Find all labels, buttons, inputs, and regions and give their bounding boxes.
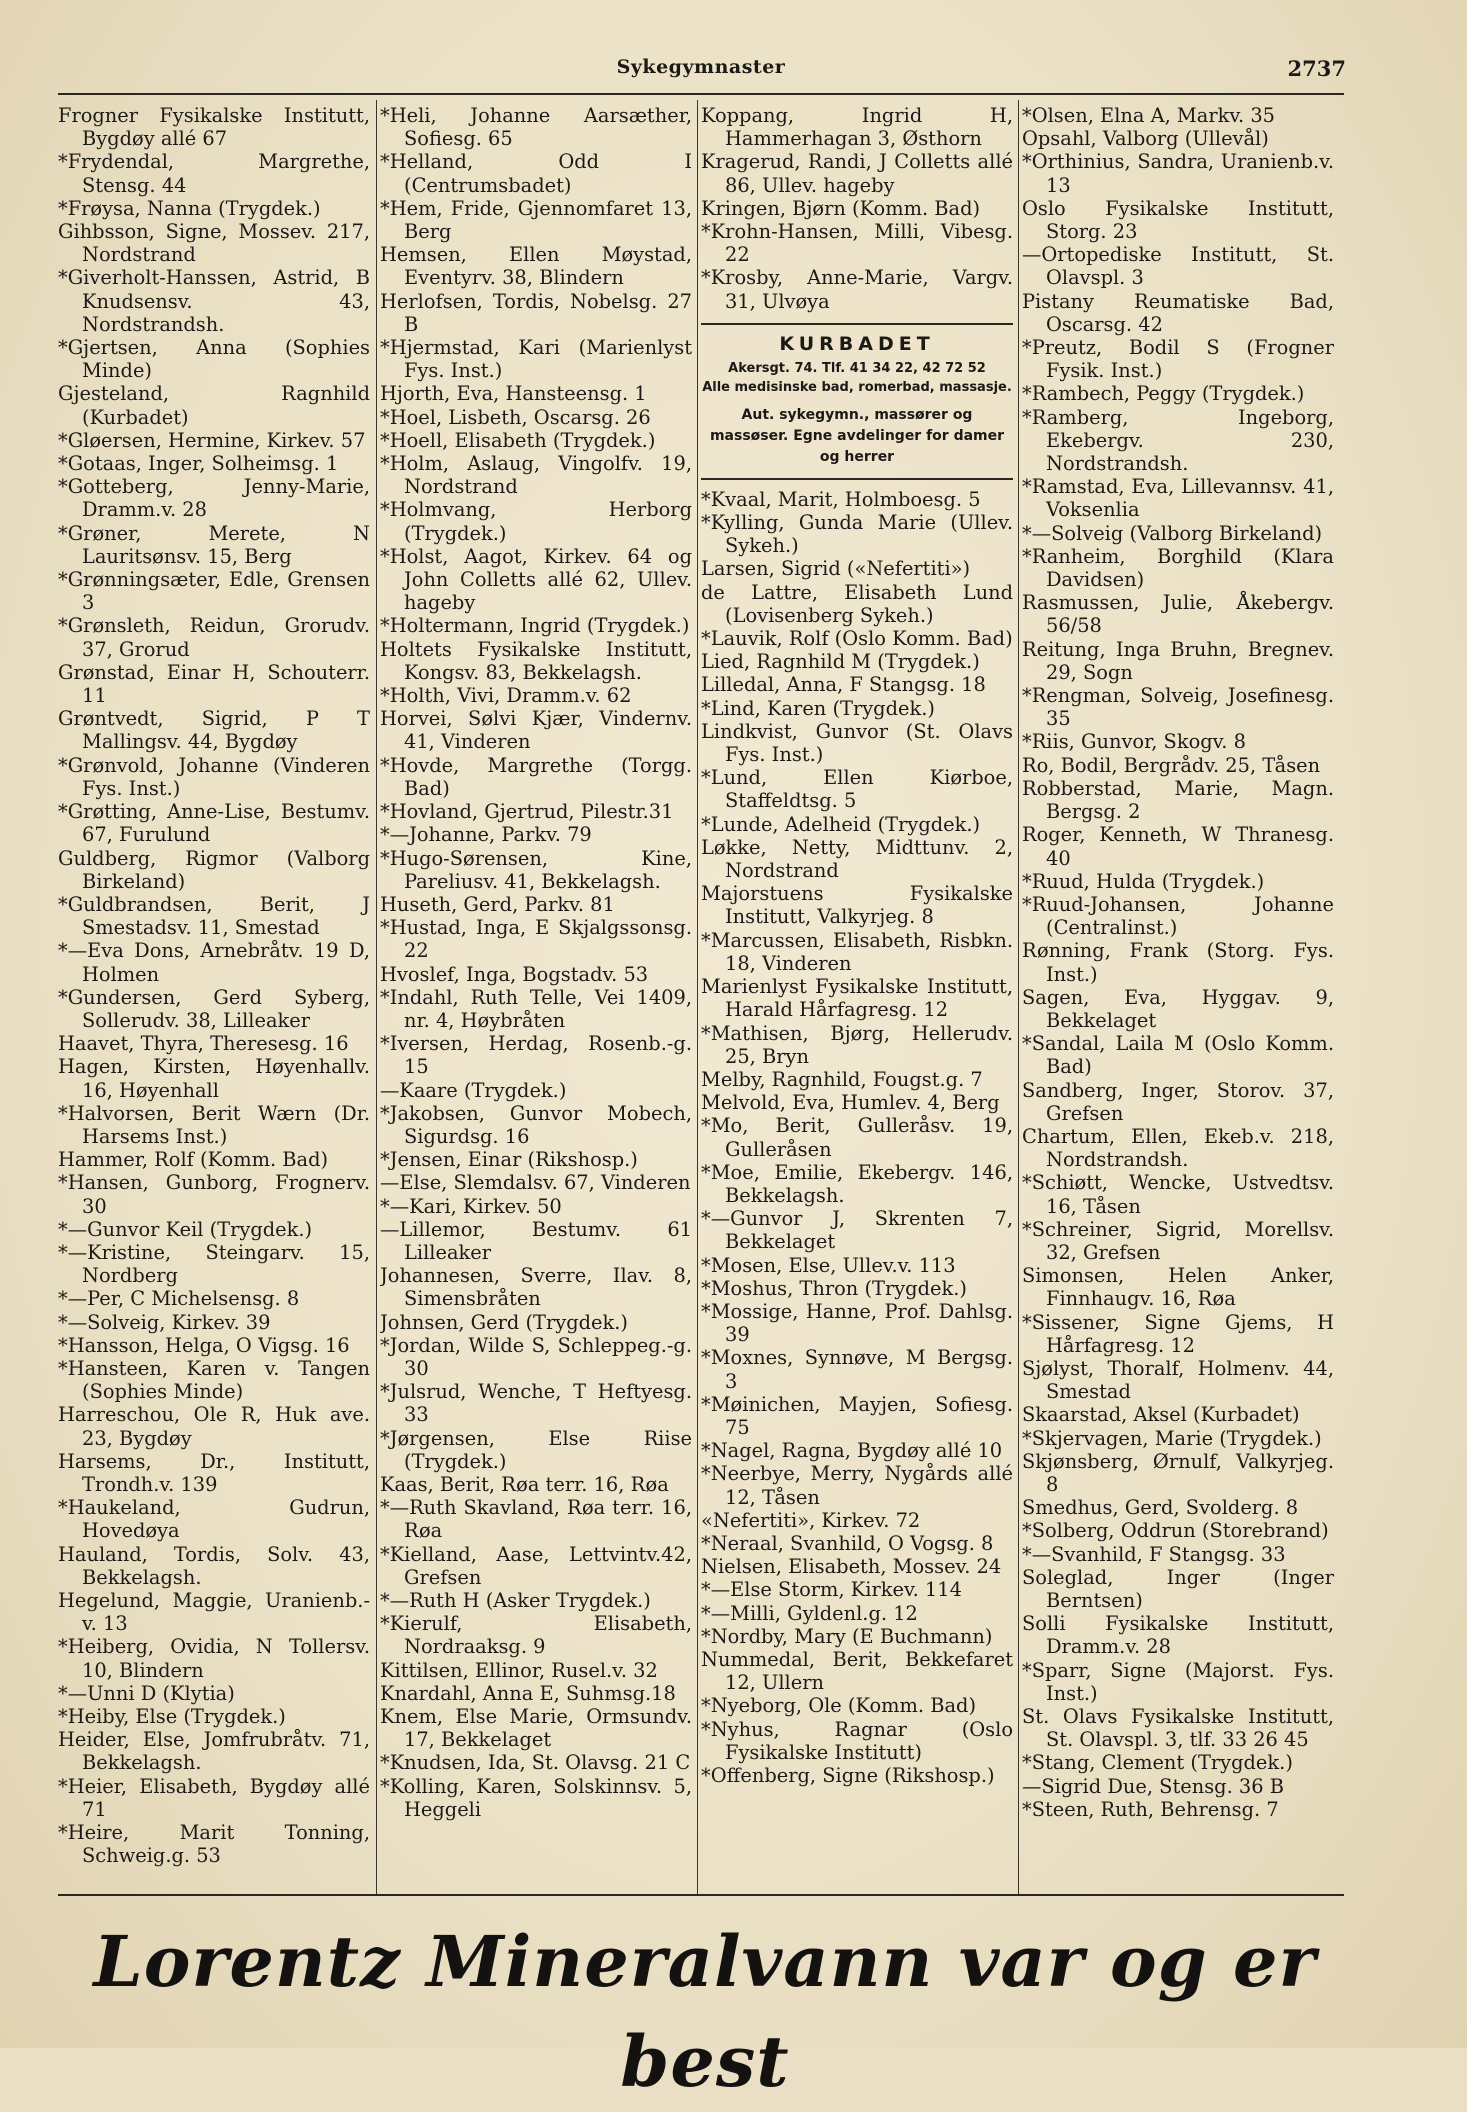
directory-entry: *Heli, Johanne Aarsæther, Sofiesg. 65 bbox=[380, 104, 692, 151]
directory-entry: *—Solveig, Kirkev. 39 bbox=[58, 1310, 271, 1334]
directory-entry: *Marcussen, Elisabeth, Risbkn. 18, Vinderen bbox=[701, 928, 1013, 975]
directory-entry: *Ruud-Johansen, Johanne (Centralinst.) bbox=[1022, 892, 1334, 940]
directory-entry: *—Per, C Michelsensg. 8 bbox=[58, 1287, 300, 1311]
directory-entry: *Kierulf, Elisabeth, Nordraaksg. 9 bbox=[380, 1612, 692, 1659]
directory-entry: *Gundersen, Gerd Syberg, Sollerudv. 38, Lilleaker bbox=[58, 985, 370, 1032]
directory-entry: *—Kristine, Steingarv. 15, Nordberg bbox=[58, 1240, 370, 1288]
directory-entry: *—Ruth Skavland, Røa terr. 16, Røa bbox=[380, 1496, 692, 1543]
directory-entry: Soleglad, Inger (Inger Berntsen) bbox=[1022, 1565, 1334, 1612]
directory-entry: Melby, Ragnhild, Fougst.g. 7 bbox=[701, 1067, 983, 1091]
column-divider bbox=[376, 100, 377, 1894]
directory-entry: *Mo, Berit, Gulleråsv. 19, Gulleråsen bbox=[701, 1114, 1013, 1161]
directory-entry: *—Gunvor Keil (Trygdek.) bbox=[58, 1217, 313, 1241]
directory-entry: Hjorth, Eva, Hansteensg. 1 bbox=[380, 382, 647, 406]
directory-entry: *Nagel, Ragna, Bygdøy allé 10 bbox=[701, 1439, 1003, 1463]
directory-entry: Horvei, Sølvi Kjær, Vindernv. 41, Vinderen bbox=[380, 707, 692, 754]
directory-entry: *Heire, Marit Tonning, Schweig.g. 53 bbox=[58, 1821, 370, 1868]
directory-entry: Nummedal, Berit, Bekkefaret 12, Ullern bbox=[701, 1647, 1013, 1695]
directory-entry: *—Eva Dons, Arnebråtv. 19 D, Holmen bbox=[58, 939, 370, 986]
directory-entry: *—Svanhild, F Stangsg. 33 bbox=[1022, 1542, 1286, 1566]
directory-entry: —Ortopediske Institutt, St. Olavspl. 3 bbox=[1022, 243, 1334, 290]
directory-entry: *Knudsen, Ida, St. Olavsg. 21 C bbox=[380, 1751, 691, 1775]
directory-entry: *Mossige, Hanne, Prof. Dahlsg. 39 bbox=[701, 1299, 1013, 1347]
directory-entry: Robberstad, Marie, Magn. Bergsg. 2 bbox=[1022, 776, 1334, 824]
directory-entry: Haavet, Thyra, Theresesg. 16 bbox=[58, 1032, 349, 1056]
directory-entry: *Indahl, Ruth Telle, Vei 1409, nr. 4, Høybråten bbox=[380, 985, 692, 1032]
directory-entry: *Holmvang, Herborg (Trygdek.) bbox=[380, 498, 692, 545]
directory-entry: *Neraal, Svanhild, O Vogsg. 8 bbox=[701, 1531, 994, 1555]
directory-entry: Pistany Reumatiske Bad, Oscarsg. 42 bbox=[1022, 289, 1334, 336]
directory-entry: —Else, Slemdalsv. 67, Vinderen bbox=[380, 1171, 691, 1195]
directory-entry: Huseth, Gerd, Parkv. 81 bbox=[380, 892, 615, 916]
directory-entry: *Rambech, Peggy (Trygdek.) bbox=[1022, 382, 1305, 406]
directory-entry: *Hansteen, Karen v. Tangen (Sophies Minde) bbox=[58, 1356, 370, 1404]
directory-entry: Herlofsen, Tordis, Nobelsg. 27 B bbox=[380, 289, 692, 336]
directory-entry: —Sigrid Due, Stensg. 36 B bbox=[1022, 1774, 1284, 1798]
ad-title: KURBADET bbox=[779, 332, 935, 355]
directory-entry: *Hugo-Sørensen, Kine, Pareliusv. 41, Bekkelagsh. bbox=[380, 846, 692, 893]
directory-entry: Johannesen, Sverre, Ilav. 8, Simensbråten bbox=[380, 1264, 692, 1311]
directory-entry: Rønning, Frank (Storg. Fys. Inst.) bbox=[1022, 939, 1334, 986]
directory-entry: *Hjermstad, Kari (Marienlyst Fys. Inst.) bbox=[380, 336, 692, 383]
directory-entry: Opsahl, Valborg (Ullevål) bbox=[1022, 127, 1269, 151]
directory-entry: *Moe, Emilie, Ekebergv. 146, Bekkelagsh. bbox=[701, 1160, 1013, 1207]
directory-entry: Skaarstad, Aksel (Kurbadet) bbox=[1022, 1403, 1300, 1427]
directory-entry: Sandberg, Inger, Storov. 37, Grefsen bbox=[1022, 1078, 1334, 1125]
directory-entry: *Helland, Odd I (Centrumsbadet) bbox=[380, 150, 692, 197]
directory-entry: *Jensen, Einar (Rikshosp.) bbox=[380, 1148, 638, 1172]
directory-entry: *Rengman, Solveig, Josefinesg. 35 bbox=[1022, 684, 1334, 731]
directory-entry: *Mosen, Else, Ullev.v. 113 bbox=[701, 1253, 956, 1277]
column-divider bbox=[697, 100, 698, 1894]
directory-entry: Larsen, Sigrid («Nefertiti») bbox=[701, 557, 971, 581]
directory-entry: Knem, Else Marie, Ormsundv. 17, Bekkelaget bbox=[380, 1705, 692, 1752]
directory-entry: Hammer, Rolf (Komm. Bad) bbox=[58, 1148, 329, 1172]
directory-entry: Sagen, Eva, Hyggav. 9, Bekkelaget bbox=[1022, 985, 1334, 1032]
directory-entry: *Hovland, Gjertrud, Pilestr.31 bbox=[380, 800, 674, 824]
directory-entry: *Sandal, Laila M (Oslo Komm. Bad) bbox=[1022, 1032, 1334, 1079]
directory-entry: *Schiøtt, Wencke, Ustvedtsv. 16, Tåsen bbox=[1022, 1171, 1334, 1218]
directory-entry: *Preutz, Bodil S (Frogner Fysik. Inst.) bbox=[1022, 336, 1334, 383]
directory-entry: Sjølyst, Thoralf, Holmenv. 44, Smestad bbox=[1022, 1356, 1334, 1404]
directory-entry: Nielsen, Elisabeth, Mossev. 24 bbox=[701, 1555, 1002, 1579]
directory-entry: *Ranheim, Borghild (Klara Davidsen) bbox=[1022, 544, 1334, 592]
directory-entry: *Gløersen, Hermine, Kirkev. 57 bbox=[58, 428, 366, 452]
directory-entry: *Holth, Vivi, Dramm.v. 62 bbox=[380, 684, 632, 708]
directory-entry: *Lind, Karen (Trygdek.) bbox=[701, 696, 935, 720]
directory-entry: *—Solveig (Valborg Birkeland) bbox=[1022, 521, 1323, 545]
directory-entry: *Gjertsen, Anna (Sophies Minde) bbox=[58, 336, 370, 383]
directory-entry: Frogner Fysikalske Institutt, Bygdøy allé 67 bbox=[58, 104, 370, 151]
entries-before-ad bbox=[701, 104, 1013, 313]
directory-entry: *Neerbye, Merry, Nygårds allé 12, Tåsen bbox=[701, 1462, 1013, 1509]
directory-entry: *Nordby, Mary (E Buchmann) bbox=[701, 1624, 993, 1648]
directory-entry: Lied, Ragnhild M (Trygdek.) bbox=[701, 650, 980, 674]
directory-entry: *Steen, Ruth, Behrensg. 7 bbox=[1022, 1797, 1279, 1821]
directory-entry: *Hoell, Elisabeth (Trygdek.) bbox=[380, 428, 656, 452]
directory-entry: Melvold, Eva, Humlev. 4, Berg bbox=[701, 1091, 1000, 1115]
directory-entry: —Lillemor, Bestumv. 61 Lilleaker bbox=[380, 1217, 692, 1264]
directory-entry: *Holm, Aslaug, Vingolfv. 19, Nordstrand bbox=[380, 452, 692, 499]
directory-entry: *Krosby, Anne-Marie, Vargv. 31, Ulvøya bbox=[701, 266, 1013, 313]
directory-entry: de Lattre, Elisabeth Lund (Lovisenberg Sykeh.) bbox=[701, 580, 1013, 627]
directory-entry: Ro, Bodil, Bergrådv. 25, Tåsen bbox=[1022, 753, 1321, 777]
directory-entry: *Heiberg, Ovidia, N Tollersv. 10, Blindern bbox=[58, 1635, 370, 1682]
directory-entry: *Jakobsen, Gunvor Mobech, Sigurdsg. 16 bbox=[380, 1101, 692, 1148]
directory-entry: *Nyhus, Ragnar (Oslo Fysikalske Institutt) bbox=[701, 1717, 1013, 1764]
directory-entry: *Moxnes, Synnøve, M Bergsg. 3 bbox=[701, 1346, 1013, 1393]
directory-entry: *Jordan, Wilde S, Schleppeg.-g. 30 bbox=[380, 1333, 692, 1380]
directory-entry: Knardahl, Anna E, Suhmsg.18 bbox=[380, 1681, 676, 1705]
directory-entry: Løkke, Netty, Midttunv. 2, Nordstrand bbox=[701, 835, 1013, 883]
directory-entry: *Sparr, Signe (Majorst. Fys. Inst.) bbox=[1022, 1658, 1334, 1705]
directory-entry: *Skjervagen, Marie (Trygdek.) bbox=[1022, 1426, 1322, 1450]
directory-entry: *Mathisen, Bjørg, Hellerudv. 25, Bryn bbox=[701, 1021, 1013, 1068]
directory-entry: Grønstad, Einar H, Schouterr. 11 bbox=[58, 660, 370, 708]
directory-entry: *Grøtting, Anne-Lise, Bestumv. 67, Furulund bbox=[58, 800, 370, 847]
directory-entry: Grøntvedt, Sigrid, P T Mallingsv. 44, Bygdøy bbox=[58, 707, 370, 754]
directory-entry: *Gotaas, Inger, Solheimsg. 1 bbox=[58, 452, 339, 476]
directory-entry: *Hem, Fride, Gjennomfaret 13, Berg bbox=[380, 196, 692, 244]
directory-entry: Lilledal, Anna, F Stangsg. 18 bbox=[701, 673, 986, 697]
directory-entry: Smedhus, Gerd, Svolderg. 8 bbox=[1022, 1496, 1299, 1520]
directory-entry: *Haukeland, Gudrun, Hovedøya bbox=[58, 1496, 370, 1543]
directory-column-4 bbox=[1022, 104, 1334, 1894]
directory-entry: *Olsen, Elna A, Markv. 35 bbox=[1022, 104, 1276, 127]
directory-entry: *Hansson, Helga, O Vigsg. 16 bbox=[58, 1333, 350, 1357]
directory-entry: Kaas, Berit, Røa terr. 16, Røa bbox=[380, 1472, 669, 1496]
directory-entry: *Solberg, Oddrun (Storebrand) bbox=[1022, 1519, 1329, 1543]
directory-entry: *Giverholt-Hanssen, Astrid, B Knudsensv. 43, Nordstrandsh. bbox=[58, 266, 370, 336]
directory-entry: *Offenberg, Signe (Rikshosp.) bbox=[701, 1764, 995, 1787]
directory-entry: *—Else Storm, Kirkev. 114 bbox=[701, 1578, 962, 1602]
directory-entry: Kittilsen, Ellinor, Rusel.v. 32 bbox=[380, 1658, 658, 1682]
directory-column-2 bbox=[380, 104, 692, 1894]
directory-entry: *Hoel, Lisbeth, Oscarsg. 26 bbox=[380, 405, 651, 429]
directory-entry: *Ramberg, Ingeborg, Ekebergv. 230, Nordstrandsh. bbox=[1022, 405, 1334, 476]
footer-rule bbox=[58, 1894, 1344, 1896]
directory-entry: *Julsrud, Wenche, T Heftyesg. 33 bbox=[380, 1380, 692, 1427]
directory-entry: Harreschou, Ole R, Huk ave. 23, Bygdøy bbox=[58, 1403, 370, 1450]
directory-entry: Gihbsson, Signe, Mossev. 217, Nordstrand bbox=[58, 220, 370, 267]
directory-entry: *Krohn-Hansen, Milli, Vibesg. 22 bbox=[701, 220, 1013, 267]
ad-offer: Alle medisinske bad, romerbad, massasje. bbox=[702, 379, 1012, 395]
directory-entry: Kringen, Bjørn (Komm. Bad) bbox=[701, 196, 981, 220]
directory-entry: Lindkvist, Gunvor (St. Olavs Fys. Inst.) bbox=[701, 719, 1013, 767]
directory-entry: St. Olavs Fysikalske Institutt, St. Olavspl. 3, tlf. 33 26 45 bbox=[1022, 1705, 1334, 1752]
directory-entry: Harsems, Dr., Institutt, Trondh.v. 139 bbox=[58, 1449, 370, 1496]
directory-entry: *Guldbrandsen, Berit, J Smestadsv. 11, Smestad bbox=[58, 892, 370, 940]
directory-entry: —Kaare (Trygdek.) bbox=[380, 1078, 567, 1102]
directory-entry: *Nyeborg, Ole (Komm. Bad) bbox=[701, 1694, 977, 1718]
directory-column-3 bbox=[701, 104, 1013, 1894]
page-number: 2737 bbox=[1287, 56, 1346, 81]
directory-entry: Kragerud, Randi, J Colletts allé 86, Ullev. hageby bbox=[701, 150, 1013, 197]
directory-entry: Marienlyst Fysikalske Institutt, Harald Hårfagresg. 12 bbox=[701, 975, 1013, 1022]
directory-entry: *Kielland, Aase, Lettvintv.42, Grefsen bbox=[380, 1542, 692, 1589]
directory-entry: *—Gunvor J, Skrenten 7, Bekkelaget bbox=[701, 1207, 1013, 1254]
directory-entry: Simonsen, Helen Anker, Finnhaugv. 16, Røa bbox=[1022, 1264, 1334, 1311]
ad-address: Akersgt. 74. Tlf. 41 34 22, 42 72 52 bbox=[728, 360, 986, 376]
directory-entry: Oslo Fysikalske Institutt, Storg. 23 bbox=[1022, 196, 1334, 244]
directory-entry: *Gotteberg, Jenny-Marie, Dramm.v. 28 bbox=[58, 475, 370, 522]
entries-after-ad bbox=[701, 488, 1013, 1787]
directory-entry: *Grønvold, Johanne (Vinderen Fys. Inst.) bbox=[58, 753, 370, 800]
directory-entry: *Iversen, Herdag, Rosenb.-g. 15 bbox=[380, 1032, 692, 1079]
directory-entry: Holtets Fysikalske Institutt, Kongsv. 83, Bekkelagsh. bbox=[380, 637, 692, 684]
directory-entry: *Lund, Ellen Kiørboe, Staffeldtsg. 5 bbox=[701, 766, 1013, 813]
directory-entry: Chartum, Ellen, Ekeb.v. 218, Nordstrandsh. bbox=[1022, 1124, 1334, 1172]
directory-entry: *Lunde, Adelheid (Trygdek.) bbox=[701, 812, 981, 836]
directory-entry: *Grønningsæter, Edle, Grensen 3 bbox=[58, 568, 370, 615]
directory-entry: Solli Fysikalske Institutt, Dramm.v. 28 bbox=[1022, 1612, 1334, 1659]
directory-entry: Hagen, Kirsten, Høyenhallv. 16, Høyenhall bbox=[58, 1055, 370, 1102]
directory-entry: «Nefertiti», Kirkev. 72 bbox=[701, 1508, 921, 1532]
kurbadet-advertisement bbox=[701, 323, 1013, 480]
directory-entry: Johnsen, Gerd (Trygdek.) bbox=[380, 1310, 628, 1334]
directory-entry: *Kolling, Karen, Solskinnsv. 5, Heggeli bbox=[380, 1774, 692, 1821]
directory-entry: *Kvaal, Marit, Holmboesg. 5 bbox=[701, 487, 981, 511]
directory-entry: Skjønsberg, Ørnulf, Valkyrjeg. 8 bbox=[1022, 1449, 1334, 1496]
directory-entry: *—Johanne, Parkv. 79 bbox=[380, 823, 592, 847]
directory-entry: *Heiby, Else (Trygdek.) bbox=[58, 1705, 286, 1729]
directory-entry: *Frøysa, Nanna (Trygdek.) bbox=[58, 196, 321, 220]
directory-entry: Gjesteland, Ragnhild (Kurbadet) bbox=[58, 382, 370, 429]
directory-entry: *Møinichen, Mayjen, Sofiesg. 75 bbox=[701, 1392, 1013, 1439]
directory-entry: Guldberg, Rigmor (Valborg Birkeland) bbox=[58, 846, 370, 893]
directory-entry: Reitung, Inga Bruhn, Bregnev. 29, Sogn bbox=[1022, 637, 1334, 684]
directory-entry: *Ramstad, Eva, Lillevannsv. 41, Voksenlia bbox=[1022, 475, 1334, 522]
directory-entry: *Hustad, Inga, E Skjalgssonsg. 22 bbox=[380, 916, 692, 963]
directory-entry: *Hansen, Gunborg, Frognerv. 30 bbox=[58, 1171, 370, 1218]
directory-entry: Roger, Kenneth, W Thranesg. 40 bbox=[1022, 823, 1334, 870]
directory-entry: *Holtermann, Ingrid (Trygdek.) bbox=[380, 614, 690, 638]
footer-advertisement-slogan: Lorentz Mineralvann var og er best bbox=[93, 1920, 1317, 2103]
directory-entry: *Halvorsen, Berit Wærn (Dr. Harsems Inst.) bbox=[58, 1101, 370, 1148]
directory-entry: *—Kari, Kirkev. 50 bbox=[380, 1194, 562, 1218]
directory-entry: *Grøner, Merete, N Lauritsønsv. 15, Berg bbox=[58, 521, 370, 568]
directory-entry: *—Unni D (Klytia) bbox=[58, 1681, 235, 1705]
directory-entry: *Grønsleth, Reidun, Grorudv. 37, Grorud bbox=[58, 614, 370, 661]
directory-entry: *Heier, Elisabeth, Bygdøy allé 71 bbox=[58, 1774, 370, 1821]
directory-entry: *Moshus, Thron (Trygdek.) bbox=[701, 1276, 967, 1300]
directory-entry: *Sissener, Signe Gjems, H Hårfagresg. 12 bbox=[1022, 1310, 1334, 1357]
ad-body: Aut. sykegymn., massører og massøser. Egne avdelinger for damer og herrer bbox=[709, 406, 1005, 465]
header-rule bbox=[58, 93, 1344, 95]
section-title: Sykegymnaster bbox=[616, 56, 786, 78]
directory-column-1 bbox=[58, 104, 370, 1894]
directory-entry: Koppang, Ingrid H, Hammerhagan 3, Østhorn bbox=[701, 104, 1013, 151]
directory-entry: Hauland, Tordis, Solv. 43, Bekkelagsh. bbox=[58, 1542, 370, 1589]
directory-entry: *Frydendal, Margrethe, Stensg. 44 bbox=[58, 150, 370, 197]
column-divider bbox=[1018, 100, 1019, 1894]
directory-entry: Hvoslef, Inga, Bogstadv. 53 bbox=[380, 962, 649, 986]
directory-entry: *—Ruth H (Asker Trygdek.) bbox=[380, 1589, 651, 1612]
directory-entry: *Lauvik, Rolf (Oslo Komm. Bad) bbox=[701, 627, 1013, 651]
directory-entry: *Jørgensen, Else Riise (Trygdek.) bbox=[380, 1426, 692, 1473]
directory-entry: Heider, Else, Jomfrubråtv. 71, Bekkelagsh. bbox=[58, 1728, 370, 1775]
directory-entry: *Ruud, Hulda (Trygdek.) bbox=[1022, 869, 1265, 893]
directory-entry: *Orthinius, Sandra, Uranienb.v. 13 bbox=[1022, 150, 1334, 197]
directory-entry: *Holst, Aagot, Kirkev. 64 og John Colletts allé 62, Ullev. hageby bbox=[380, 544, 692, 615]
directory-entry: *Kylling, Gunda Marie (Ullev. Sykeh.) bbox=[701, 511, 1013, 558]
directory-entry: *Riis, Gunvor, Skogv. 8 bbox=[1022, 730, 1246, 754]
directory-entry: Hegelund, Maggie, Uranienb.-v. 13 bbox=[58, 1589, 370, 1636]
directory-entry: Rasmussen, Julie, Åkebergv. 56/58 bbox=[1022, 591, 1334, 638]
page-header bbox=[56, 56, 1346, 96]
directory-entry: *Schreiner, Sigrid, Morellsv. 32, Grefsen bbox=[1022, 1217, 1334, 1264]
directory-entry: Hemsen, Ellen Møystad, Eventyrv. 38, Blindern bbox=[380, 243, 692, 290]
directory-entry: Majorstuens Fysikalske Institutt, Valkyrjeg. 8 bbox=[701, 882, 1013, 929]
directory-entry: *Hovde, Margrethe (Torgg. Bad) bbox=[380, 753, 692, 800]
directory-entry: *Stang, Clement (Trygdek.) bbox=[1022, 1751, 1293, 1775]
directory-entry: *—Milli, Gyldenl.g. 12 bbox=[701, 1601, 918, 1625]
